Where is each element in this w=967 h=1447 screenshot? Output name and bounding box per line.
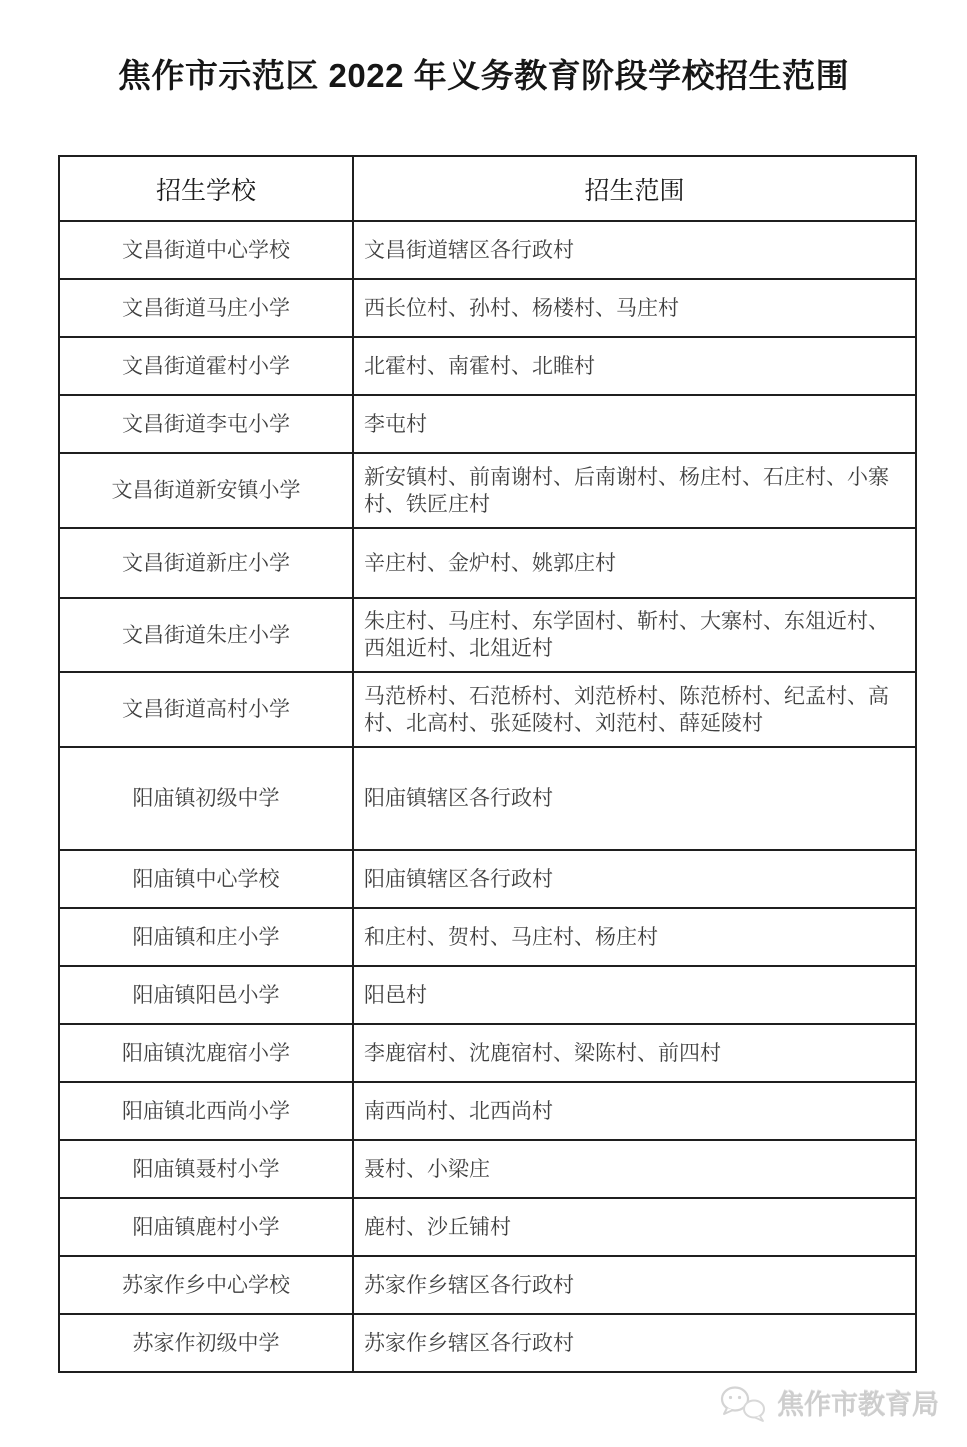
table-row [59, 672, 916, 747]
enrollment-range-cell: 西长位村、孙村、杨楼村、马庄村 [353, 279, 916, 337]
school-name-cell: 文昌街道高村小学 [59, 672, 353, 747]
enrollment-range-cell: 和庄村、贺村、马庄村、杨庄村 [353, 908, 916, 966]
table-row [59, 1198, 916, 1256]
table-row [59, 395, 916, 453]
enrollment-range-cell: 马范桥村、石范桥村、刘范桥村、陈范桥村、纪孟村、高村、北高村、张延陵村、刘范村、薛延陵村 [353, 672, 916, 747]
enrollment-range-cell: 鹿村、沙丘铺村 [353, 1198, 916, 1256]
table-body [59, 221, 916, 1372]
enrollment-range-cell: 李鹿宿村、沈鹿宿村、梁陈村、前四村 [353, 1024, 916, 1082]
table-row [59, 598, 916, 672]
column-header-school: 招生学校 [59, 156, 353, 221]
school-name-cell: 阳庙镇和庄小学 [59, 908, 353, 966]
school-name-cell: 阳庙镇初级中学 [59, 747, 353, 850]
school-name-cell: 阳庙镇沈鹿宿小学 [59, 1024, 353, 1082]
school-name-cell: 阳庙镇聂村小学 [59, 1140, 353, 1198]
school-name-cell: 文昌街道霍村小学 [59, 337, 353, 395]
school-name-cell: 文昌街道新庄小学 [59, 528, 353, 598]
school-name-cell: 阳庙镇北西尚小学 [59, 1082, 353, 1140]
school-name-cell: 文昌街道新安镇小学 [59, 453, 353, 528]
enrollment-range-cell: 朱庄村、马庄村、东学固村、靳村、大寨村、东俎近村、西俎近村、北俎近村 [353, 598, 916, 672]
enrollment-range-cell: 文昌街道辖区各行政村 [353, 221, 916, 279]
table-row [59, 221, 916, 279]
school-name-cell: 阳庙镇中心学校 [59, 850, 353, 908]
table-row [59, 1024, 916, 1082]
enrollment-range-cell: 北霍村、南霍村、北睢村 [353, 337, 916, 395]
enrollment-range-cell: 李屯村 [353, 395, 916, 453]
table-row [59, 337, 916, 395]
table-row [59, 850, 916, 908]
table-row [59, 279, 916, 337]
enrollment-range-cell: 阳邑村 [353, 966, 916, 1024]
school-name-cell: 苏家作乡中心学校 [59, 1256, 353, 1314]
school-name-cell: 文昌街道马庄小学 [59, 279, 353, 337]
page-title: 焦作市示范区 2022 年义务教育阶段学校招生范围 [117, 57, 850, 94]
source-label: 焦作市教育局 [777, 1390, 939, 1420]
table-row [59, 453, 916, 528]
table-row [59, 1256, 916, 1314]
enrollment-range-cell: 南西尚村、北西尚村 [353, 1082, 916, 1140]
enrollment-range-cell: 聂村、小梁庄 [353, 1140, 916, 1198]
education-bureau-logo-icon [719, 1384, 769, 1422]
school-name-cell: 文昌街道朱庄小学 [59, 598, 353, 672]
table-row [59, 1140, 916, 1198]
table-header-row [59, 156, 916, 221]
enrollment-range-cell: 苏家作乡辖区各行政村 [353, 1256, 916, 1314]
school-name-cell: 文昌街道李屯小学 [59, 395, 353, 453]
enrollment-range-cell: 新安镇村、前南谢村、后南谢村、杨庄村、石庄村、小寨村、铁匠庄村 [353, 453, 916, 528]
enrollment-range-cell: 苏家作乡辖区各行政村 [353, 1314, 916, 1372]
enrollment-range-cell: 阳庙镇辖区各行政村 [353, 747, 916, 850]
table-row [59, 1082, 916, 1140]
school-name-cell: 苏家作初级中学 [59, 1314, 353, 1372]
school-name-cell: 阳庙镇阳邑小学 [59, 966, 353, 1024]
watermark-footer [719, 1383, 939, 1422]
enrollment-range-cell: 阳庙镇辖区各行政村 [353, 850, 916, 908]
table-row [59, 747, 916, 850]
school-name-cell: 阳庙镇鹿村小学 [59, 1198, 353, 1256]
table-row [59, 966, 916, 1024]
enrollment-range-table [58, 155, 917, 1373]
column-header-range: 招生范围 [353, 156, 916, 221]
enrollment-range-cell: 辛庄村、金炉村、姚郭庄村 [353, 528, 916, 598]
table-row [59, 1314, 916, 1372]
table-row [59, 908, 916, 966]
table-row [59, 528, 916, 598]
school-name-cell: 文昌街道中心学校 [59, 221, 353, 279]
